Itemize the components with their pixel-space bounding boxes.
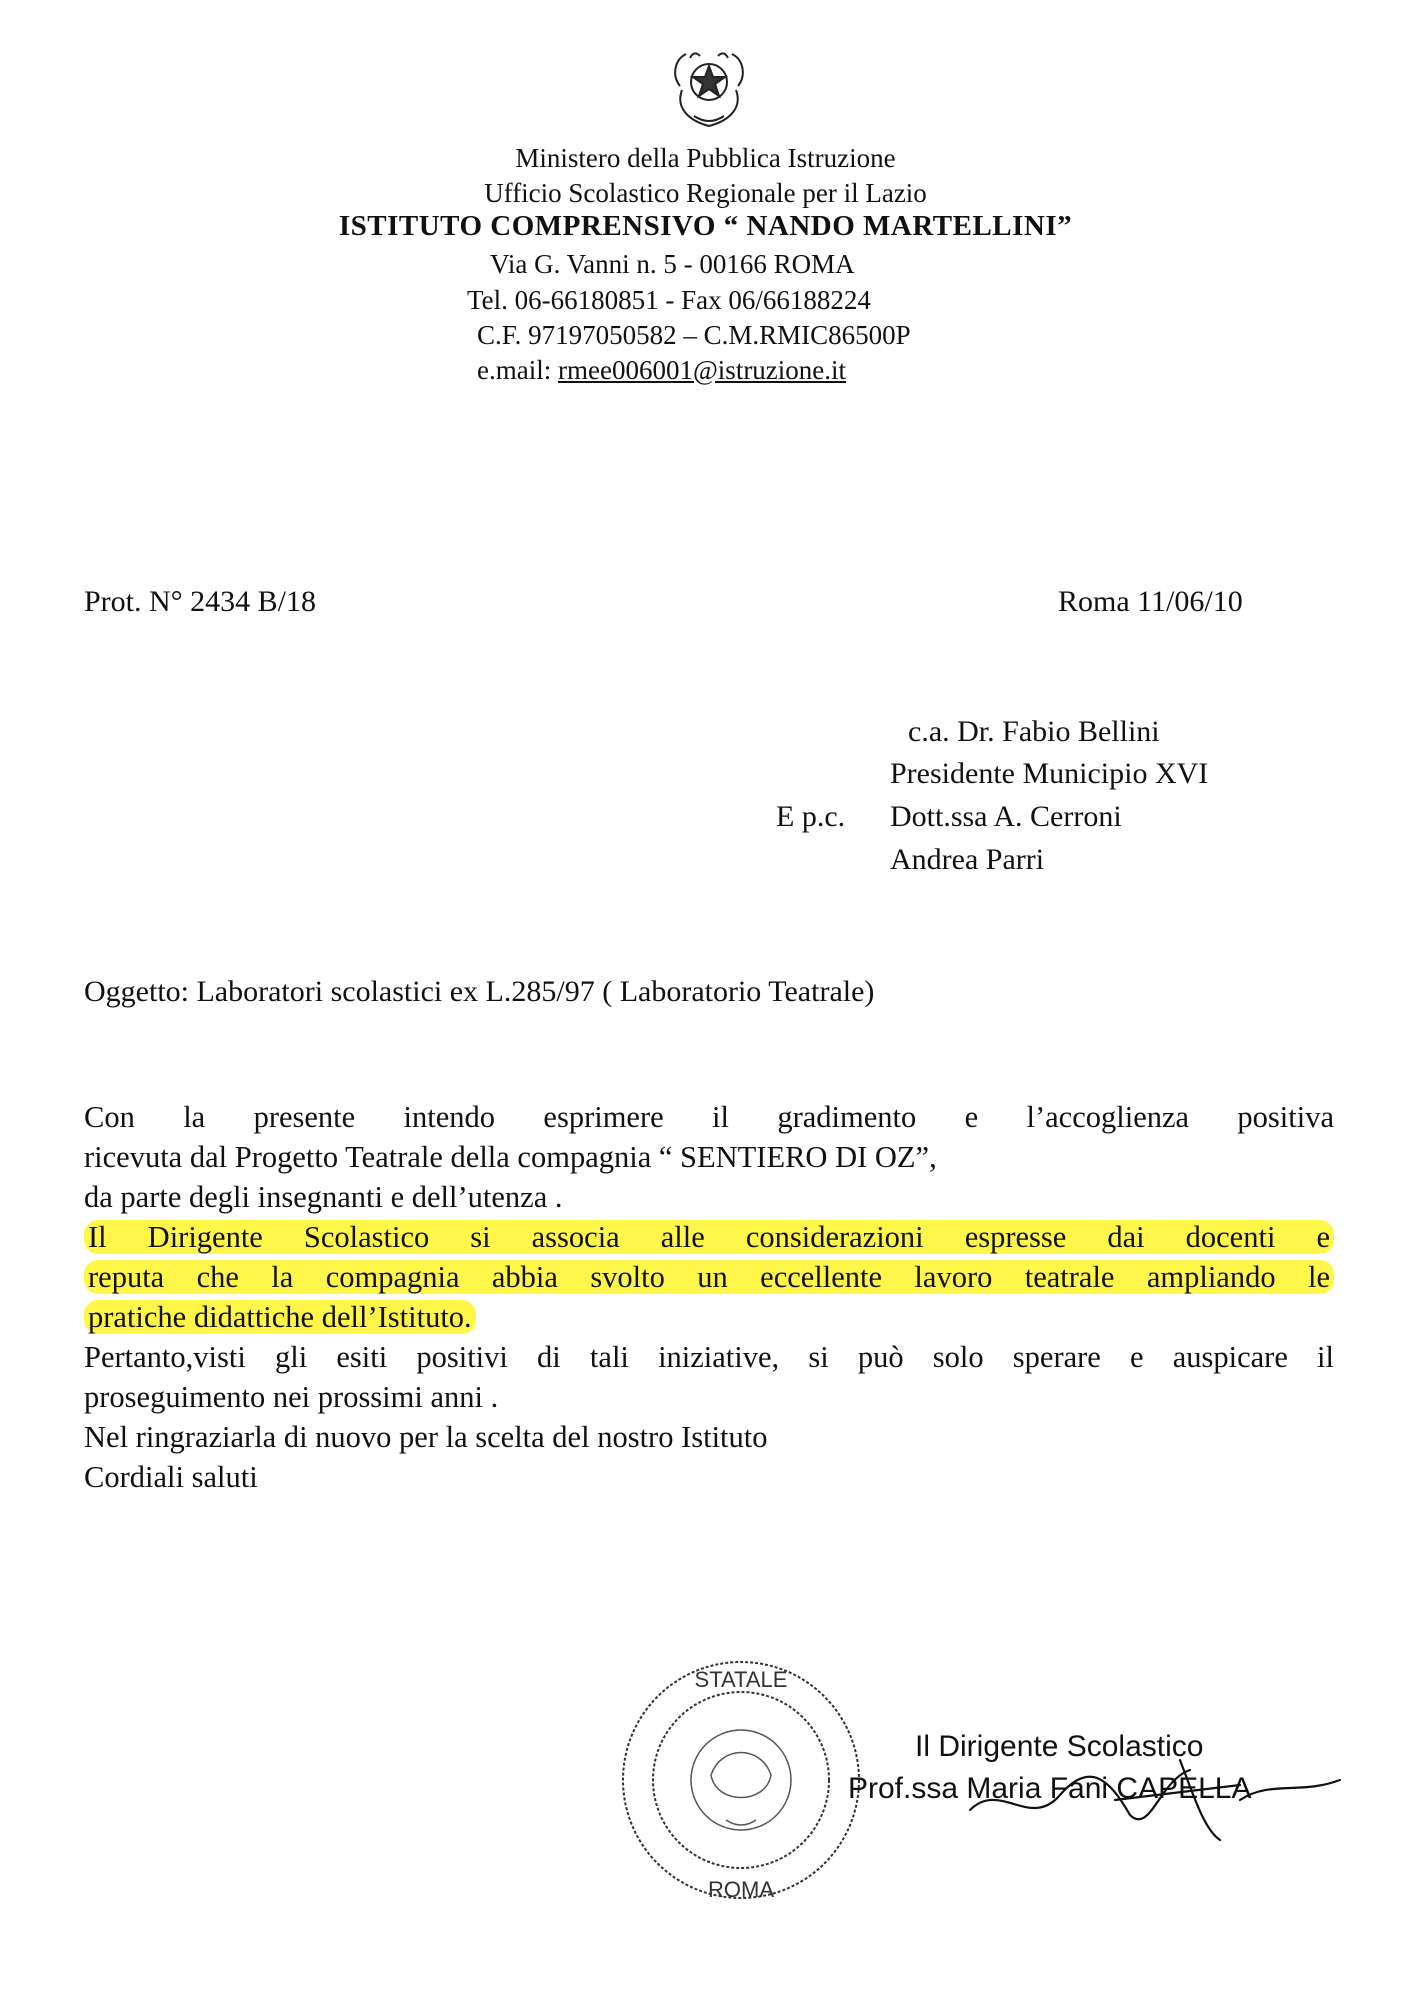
- stamp-text-top: STATALE: [694, 1667, 788, 1692]
- body-paragraph-3-line-1: Pertanto,visti gli esiti positivi di tali iniziative, si può solo sperare e auspicare il: [84, 1340, 1334, 1374]
- place-date: Roma 11/06/10: [1058, 585, 1243, 618]
- body-paragraph-1-line-1: Con la presente intendo esprimere il gradimento e l’accoglienza positiva: [84, 1100, 1334, 1134]
- institute-address: Via G. Vanni n. 5 - 00166 ROMA: [490, 249, 855, 279]
- epc-label: E p.c.: [776, 800, 846, 833]
- signatory-title: Il Dirigente Scolastico: [915, 1730, 1204, 1763]
- email-label: e.mail:: [477, 355, 558, 385]
- protocol-number: Prot. N° 2434 B/18: [84, 585, 317, 618]
- institute-codes: C.F. 97197050582 – C.M.RMIC86500P: [477, 320, 911, 350]
- school-stamp-icon: [606, 1645, 876, 1915]
- highlight-text-2: reputa che la compagnia abbia svolto un eccellente lavoro teatrale ampliando le: [84, 1260, 1334, 1294]
- institute-email-line: [477, 353, 846, 387]
- body-paragraph-1-line-2: ricevuta dal Progetto Teatrale della compagnia “ SENTIERO DI OZ”,: [84, 1140, 937, 1174]
- regional-office: Ufficio Scolastico Regionale per il Lazio: [484, 178, 927, 208]
- handwritten-signature: [940, 1740, 1370, 1850]
- subject-line: Oggetto: Laboratori scolastici ex L.285/97 ( Laboratorio Teatrale): [84, 975, 875, 1008]
- epc-recipient-2: Andrea Parri: [890, 843, 1045, 876]
- stamp-text-bottom: ROMA: [708, 1877, 774, 1902]
- italian-republic-emblem-icon: [668, 46, 750, 132]
- institute-name: ISTITUTO COMPRENSIVO “ NANDO MARTELLINI”: [338, 210, 1073, 242]
- highlighted-line-2: [84, 1257, 1334, 1297]
- highlight-text-3: pratiche didattiche dell’Istituto.: [84, 1300, 476, 1334]
- highlighted-line-3: [84, 1297, 1334, 1337]
- highlighted-line-1: [84, 1217, 1334, 1257]
- body-paragraph-1-line-3: da parte degli insegnanti e dell’utenza .: [84, 1180, 563, 1214]
- email-link[interactable]: rmee006001@istruzione.it: [557, 355, 847, 385]
- institute-phone-fax: Tel. 06-66180851 - Fax 06/66188224: [467, 285, 871, 315]
- epc-recipient-1: Dott.ssa A. Cerroni: [890, 800, 1122, 833]
- recipient-ca: c.a. Dr. Fabio Bellini: [908, 715, 1160, 748]
- closing-greeting: Cordiali saluti: [84, 1460, 258, 1494]
- body-paragraph-4: Nel ringraziarla di nuovo per la scelta del nostro Istituto: [84, 1420, 768, 1454]
- highlight-text-1: Il Dirigente Scolastico si associa alle considerazioni espresse dai docenti e: [84, 1220, 1334, 1254]
- signatory-name: Prof.ssa Maria Fani CAPELLA: [848, 1772, 1252, 1805]
- ministry-name: Ministero della Pubblica Istruzione: [515, 143, 896, 173]
- recipient-role: Presidente Municipio XVI: [890, 757, 1209, 790]
- letter-body: [84, 1097, 1334, 1497]
- body-paragraph-3-line-2: proseguimento nei prossimi anni .: [84, 1380, 499, 1414]
